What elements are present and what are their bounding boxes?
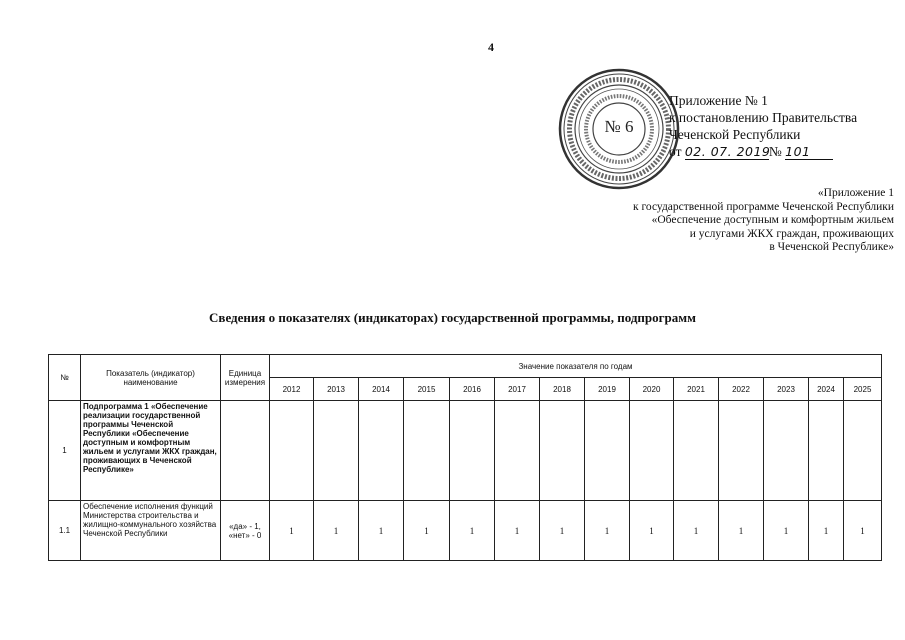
indicators-table (48, 354, 882, 561)
annex-line: к государственной программе Чеченской Республики (633, 200, 894, 213)
row-value (359, 401, 404, 501)
header-year: 2022 (719, 378, 764, 401)
approval-date-line (669, 143, 857, 160)
row-value: 1 (314, 501, 359, 561)
row-value: 1 (359, 501, 404, 561)
header-year: 2012 (270, 378, 314, 401)
header-year: 2019 (585, 378, 630, 401)
row-value (314, 401, 359, 501)
header-year: 2013 (314, 378, 359, 401)
header-year: 2014 (359, 378, 404, 401)
header-unit: Единица измерения (221, 355, 270, 401)
row-value: 1 (674, 501, 719, 561)
document-title: Сведения о показателях (индикаторах) государственной программы, подпрограмм (209, 310, 696, 325)
approval-line-3: Чеченской Республики (669, 127, 801, 142)
row-value: 1 (844, 501, 882, 561)
row-value: 1 (764, 501, 809, 561)
approval-number-label: № (768, 144, 782, 159)
row-value (450, 401, 495, 501)
seal-number: № 6 (604, 117, 634, 136)
row-value (844, 401, 882, 501)
annex-line: «Обеспечение доступным и комфортным жильем (651, 214, 894, 226)
page-number: 4 (488, 40, 494, 54)
row-unit (221, 401, 270, 501)
row-unit: «да» - 1, «нет» - 0 (221, 501, 270, 561)
row-value (495, 401, 540, 501)
annex-reference (633, 187, 894, 255)
header-year: 2017 (495, 378, 540, 401)
approval-from-label: от (669, 144, 682, 159)
table-row (49, 401, 882, 501)
row-value (540, 401, 585, 501)
row-value: 1 (404, 501, 450, 561)
row-indicator: Подпрограмма 1 «Обеспечение реализации государственной программы Чеченской Республики «Обеспечение доступным и комфортным жильем и услугами ЖКХ граждан, проживающих в Чеченской Республике» (81, 401, 221, 501)
row-value (404, 401, 450, 501)
row-value: 1 (450, 501, 495, 561)
header-num: № (49, 355, 81, 401)
approval-block (669, 92, 857, 160)
row-value (630, 401, 674, 501)
approval-line-2: к постановлению Правительства (669, 110, 858, 125)
header-year: 2015 (404, 378, 450, 401)
header-year: 2018 (540, 378, 585, 401)
header-year: 2023 (764, 378, 809, 401)
row-value (764, 401, 809, 501)
row-value (270, 401, 314, 501)
header-year: 2020 (630, 378, 674, 401)
header-year: 2021 (674, 378, 719, 401)
annex-line: в Чеченской Республике» (769, 241, 894, 253)
header-year: 2024 (809, 378, 844, 401)
header-indicator: Показатель (индикатор) наименование (81, 355, 221, 401)
row-value: 1 (719, 501, 764, 561)
header-year: 2016 (450, 378, 495, 401)
row-num: 1 (49, 401, 81, 501)
row-value (585, 401, 630, 501)
table-row (49, 501, 882, 561)
row-value (719, 401, 764, 501)
annex-line: и услугами ЖКХ граждан, проживающих (689, 227, 894, 240)
row-value: 1 (630, 501, 674, 561)
row-num: 1.1 (49, 501, 81, 561)
row-value (674, 401, 719, 501)
row-value (809, 401, 844, 501)
header-year: 2025 (844, 378, 882, 401)
official-seal (557, 67, 681, 191)
annex-line: «Приложение 1 (817, 187, 894, 199)
approval-number: 101 (785, 145, 833, 160)
row-value: 1 (495, 501, 540, 561)
row-value: 1 (585, 501, 630, 561)
row-value: 1 (540, 501, 585, 561)
header-values-by-year: Значение показателя по годам (270, 355, 882, 378)
row-indicator: Обеспечение исполнения функций Министерства строительства и жилищно-коммунального хозяйства Чеченской Республики (81, 501, 221, 561)
row-value: 1 (809, 501, 844, 561)
approval-line-1: Приложение № 1 (669, 93, 768, 108)
row-value: 1 (270, 501, 314, 561)
approval-date: 02. 07. 2019 (684, 144, 771, 159)
